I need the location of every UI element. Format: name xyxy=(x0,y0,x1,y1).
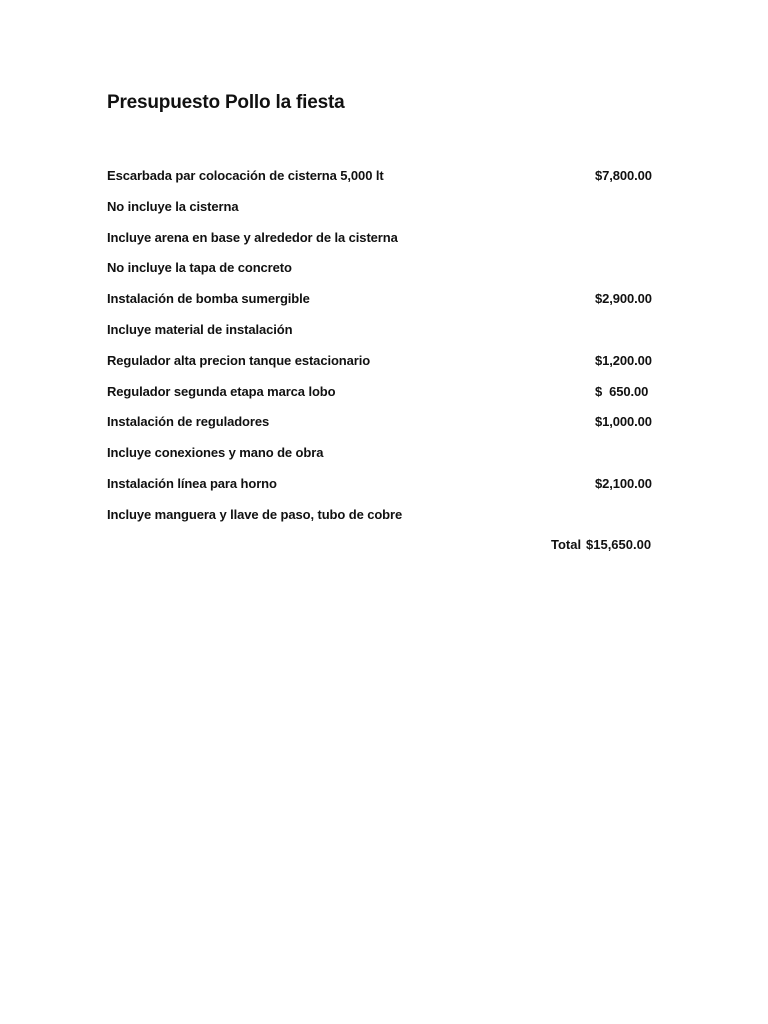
budget-line xyxy=(107,258,667,289)
line-description: No incluye la cisterna xyxy=(107,198,239,214)
line-description: Instalación de bomba sumergible xyxy=(107,291,310,307)
line-description: Incluye arena en base y alrededor de la cisterna xyxy=(107,229,398,245)
budget-line xyxy=(107,443,667,474)
total-label: Total xyxy=(551,537,582,552)
budget-line xyxy=(107,289,667,320)
budget-line xyxy=(107,197,667,228)
line-amount: $2,900.00 xyxy=(595,291,652,307)
budget-line xyxy=(107,474,667,505)
line-amount: $1,000.00 xyxy=(595,414,652,430)
budget-lines xyxy=(107,166,667,536)
document-title: Presupuesto Pollo la fiesta xyxy=(107,92,345,113)
budget-line xyxy=(107,320,667,351)
total-amount: $15,650.00 xyxy=(586,537,652,552)
budget-line xyxy=(107,166,667,197)
line-amount: $ 650.00 xyxy=(595,383,649,399)
line-description: Regulador alta precion tanque estacionario xyxy=(107,352,371,368)
line-amount: $7,800.00 xyxy=(595,168,652,183)
line-description: Regulador segunda etapa marca lobo xyxy=(107,383,336,399)
line-description: No incluye la tapa de concreto xyxy=(107,260,292,276)
budget-line xyxy=(107,351,667,382)
line-amount: $2,100.00 xyxy=(595,475,652,491)
line-description: Incluye material de instalación xyxy=(107,321,293,337)
line-description: Incluye manguera y llave de paso, tubo de cobre xyxy=(107,506,403,522)
line-description: Instalación línea para horno xyxy=(107,475,277,491)
line-amount: $1,200.00 xyxy=(595,352,652,368)
budget-line xyxy=(107,382,667,413)
budget-line xyxy=(107,412,667,443)
budget-line xyxy=(107,505,667,536)
line-description: Incluye conexiones y mano de obra xyxy=(107,445,324,461)
budget-line xyxy=(107,228,667,259)
line-description: Instalación de reguladores xyxy=(107,414,270,430)
line-description: Escarbada par colocación de cisterna 5,000 lt xyxy=(107,168,384,183)
